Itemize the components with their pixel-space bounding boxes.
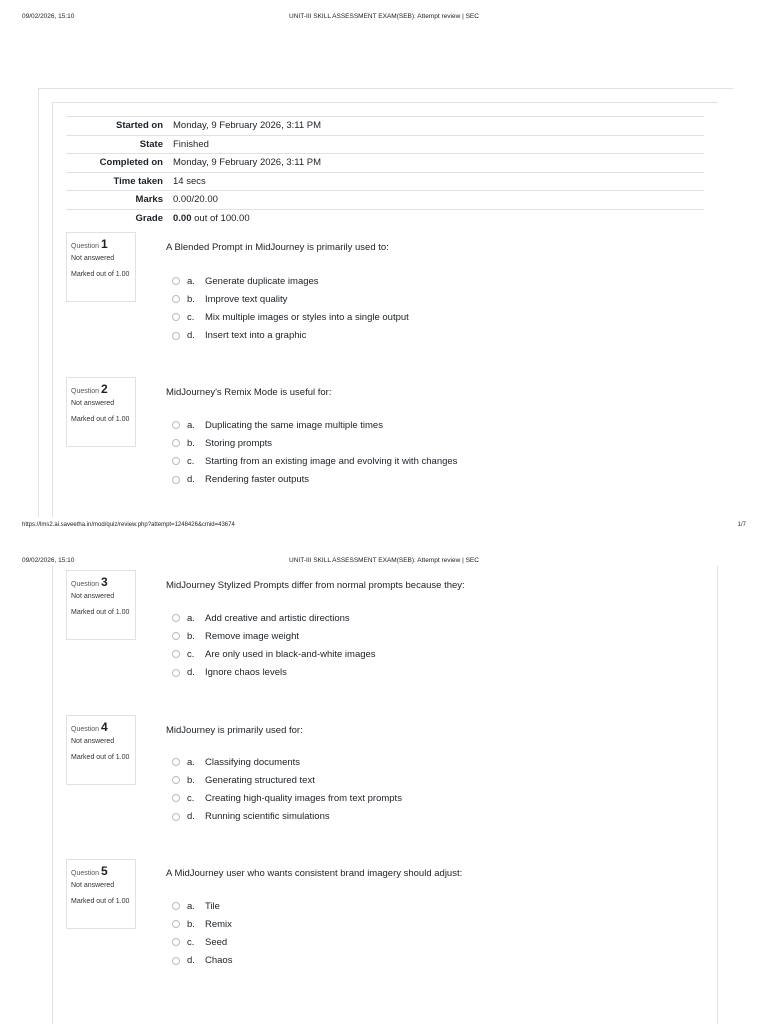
question-marks: Marked out of 1.00 — [71, 609, 130, 616]
radio-button[interactable] — [172, 813, 180, 821]
answer-option[interactable]: c. Starting from an existing image and evolving it with changes — [172, 452, 457, 470]
answer-option[interactable]: c. Mix multiple images or styles into a single output — [172, 308, 409, 326]
question-marks: Marked out of 1.00 — [71, 271, 130, 278]
answer-option[interactable]: d. Ignore chaos levels — [172, 664, 376, 682]
summary-value: 0.00/20.00 — [173, 194, 218, 206]
radio-button[interactable] — [172, 776, 180, 784]
radio-button[interactable] — [172, 476, 180, 484]
answer-option[interactable]: a. Tile — [172, 897, 232, 915]
summary-label: Grade — [135, 212, 163, 224]
radio-button[interactable] — [172, 457, 180, 465]
question-number: Question 3 — [71, 575, 108, 589]
radio-button[interactable] — [172, 957, 180, 965]
radio-button[interactable] — [172, 614, 180, 622]
radio-button[interactable] — [172, 439, 180, 447]
print-page-number: 1/7 — [737, 522, 746, 528]
answer-option[interactable]: c. Creating high-quality images from text prompts — [172, 789, 402, 807]
radio-button[interactable] — [172, 920, 180, 928]
radio-button[interactable] — [172, 650, 180, 658]
radio-button[interactable] — [172, 794, 180, 802]
question-text-2: MidJourney's Remix Mode is useful for: — [166, 387, 332, 398]
answer-option[interactable]: a. Add creative and artistic directions — [172, 609, 376, 627]
answer-option[interactable]: a. Generate duplicate images — [172, 272, 409, 290]
print-header — [0, 10, 768, 24]
question-marks: Marked out of 1.00 — [71, 898, 130, 905]
radio-button[interactable] — [172, 938, 180, 946]
answer-option[interactable]: a. Classifying documents — [172, 753, 402, 771]
question-number: Question 1 — [71, 237, 108, 251]
question-number: Question 4 — [71, 720, 108, 734]
radio-button[interactable] — [172, 758, 180, 766]
summary-row — [66, 153, 704, 172]
answer-option[interactable]: c. Are only used in black-and-white images — [172, 645, 376, 663]
question-status: Not answered — [71, 593, 115, 600]
answer-option[interactable]: b. Generating structured text — [172, 771, 402, 789]
summary-row — [66, 190, 704, 209]
answer-list-4 — [172, 753, 402, 826]
answer-option[interactable]: b. Remix — [172, 915, 232, 933]
question-status: Not answered — [71, 255, 115, 262]
print-url: https://lms2.ai.saveetha.in/mod/quiz/review.php?attempt=1248426&cmid=43674 — [22, 522, 235, 528]
summary-value: Finished — [173, 138, 209, 150]
summary-row — [66, 172, 704, 191]
question-text-5: A MidJourney user who wants consistent brand imagery should adjust: — [166, 868, 463, 879]
content-frame-left — [52, 566, 53, 1024]
summary-value: Monday, 9 February 2026, 3:11 PM — [173, 120, 322, 132]
question-marks: Marked out of 1.00 — [71, 416, 130, 423]
summary-label: State — [139, 138, 163, 150]
radio-button[interactable] — [172, 902, 180, 910]
answer-option[interactable]: d. Rendering faster outputs — [172, 471, 457, 489]
question-info-5 — [66, 859, 136, 929]
answer-option[interactable]: d. Running scientific simulations — [172, 808, 402, 826]
radio-button[interactable] — [172, 332, 180, 340]
summary-label: Started on — [116, 120, 163, 132]
answer-option[interactable]: b. Remove image weight — [172, 627, 376, 645]
print-footer — [0, 518, 768, 532]
print-header — [0, 554, 768, 568]
question-info-4 — [66, 715, 136, 785]
answer-option[interactable]: d. Chaos — [172, 952, 232, 970]
print-date: 09/02/2026, 15:10 — [22, 557, 75, 564]
summary-row — [66, 116, 704, 135]
summary-row — [66, 135, 704, 154]
radio-button[interactable] — [172, 669, 180, 677]
question-info-1 — [66, 232, 136, 302]
summary-label: Completed on — [99, 157, 163, 169]
summary-label: Marks — [135, 194, 163, 206]
print-title: UNIT-III SKILL ASSESSMENT EXAM(SEB): Attempt review | SEC — [289, 13, 479, 20]
question-text-1: A Blended Prompt in MidJourney is primarily used to: — [166, 242, 389, 253]
question-text-3: MidJourney Stylized Prompts differ from normal prompts because they: — [166, 580, 465, 591]
answer-list-5 — [172, 897, 232, 970]
grade-value: 0.00 — [173, 212, 192, 224]
summary-row — [66, 209, 704, 228]
answer-option[interactable]: b. Storing prompts — [172, 434, 457, 452]
content-frame-right — [717, 566, 718, 1024]
answer-list-2 — [172, 416, 457, 489]
question-info-3 — [66, 570, 136, 640]
print-title: UNIT-III SKILL ASSESSMENT EXAM(SEB): Attempt review | SEC — [289, 557, 479, 564]
grade-suffix: out of 100.00 — [191, 212, 250, 224]
question-status: Not answered — [71, 738, 115, 745]
radio-button[interactable] — [172, 632, 180, 640]
answer-option[interactable]: d. Insert text into a graphic — [172, 327, 409, 345]
summary-value — [173, 213, 704, 224]
question-status: Not answered — [71, 400, 115, 407]
question-status: Not answered — [71, 882, 115, 889]
answer-option[interactable]: a. Duplicating the same image multiple times — [172, 416, 457, 434]
radio-button[interactable] — [172, 295, 180, 303]
question-number: Question 5 — [71, 864, 108, 878]
summary-value: 14 secs — [173, 175, 206, 187]
answer-option[interactable]: c. Seed — [172, 933, 232, 951]
summary-label: Time taken — [113, 175, 163, 187]
answer-list-1 — [172, 272, 409, 345]
radio-button[interactable] — [172, 277, 180, 285]
question-number: Question 2 — [71, 382, 108, 396]
print-date: 09/02/2026, 15:10 — [22, 13, 75, 20]
radio-button[interactable] — [172, 421, 180, 429]
answer-option[interactable]: b. Improve text quality — [172, 290, 409, 308]
radio-button[interactable] — [172, 313, 180, 321]
question-text-4: MidJourney is primarily used for: — [166, 725, 303, 736]
summary-value: Monday, 9 February 2026, 3:11 PM — [173, 157, 322, 169]
question-info-2 — [66, 377, 136, 447]
answer-list-3 — [172, 609, 376, 682]
attempt-summary-table — [66, 116, 704, 227]
question-marks: Marked out of 1.00 — [71, 754, 130, 761]
